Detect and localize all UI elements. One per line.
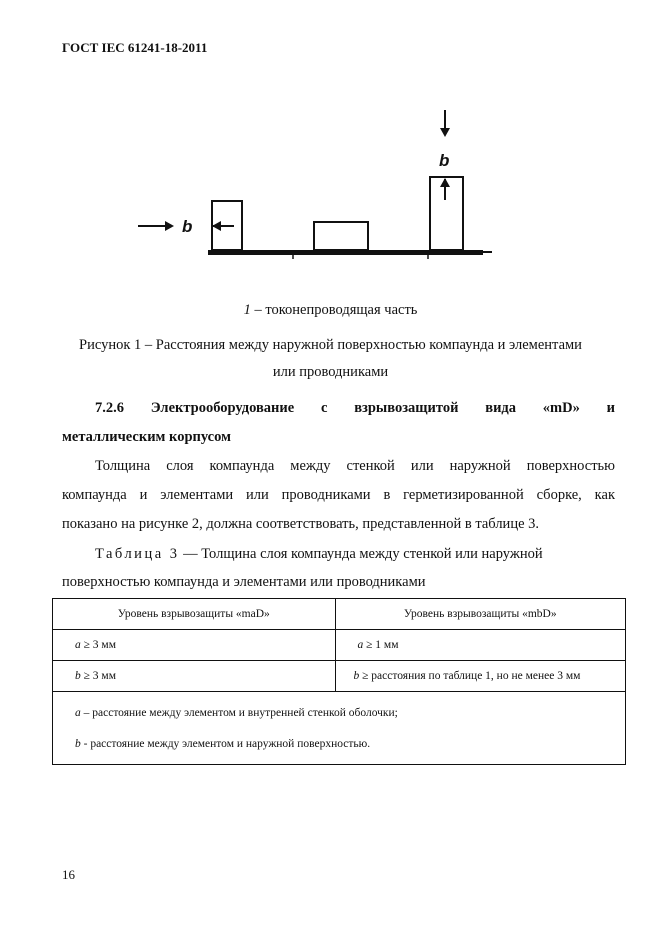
cell-value: ≥ 3 мм xyxy=(80,670,116,682)
var-a: a xyxy=(75,639,81,651)
table-notes-row xyxy=(53,692,626,765)
table-row xyxy=(53,630,626,661)
section-heading-line2: металлическим корпусом xyxy=(62,429,231,445)
dim-label-right: b xyxy=(439,151,450,170)
var-b: b xyxy=(75,738,81,750)
paragraph-line2: компаунда и элементами или проводниками в герметизированной сборке, как xyxy=(62,487,615,503)
right-arrow-bottom-head xyxy=(440,178,450,187)
left-arrow-inner-head xyxy=(212,221,221,231)
legend-number: 1 xyxy=(243,302,251,318)
section-7-2-6 xyxy=(62,394,615,452)
table-cell xyxy=(335,630,626,661)
note-line xyxy=(75,698,625,729)
table-title-line2: поверхностью компаунда и элементами или проводниками xyxy=(62,574,426,590)
table-cell xyxy=(53,661,336,692)
note-text: - расстояние между элементом и наружной поверхностью. xyxy=(80,738,371,750)
left-arrow-outer-head xyxy=(165,221,174,231)
cell-value: ≥ 1 мм xyxy=(363,639,399,651)
note-line xyxy=(75,729,625,760)
table-cell xyxy=(335,661,626,692)
figure-caption-line1: Рисунок 1 – Расстояния между наружной поверхностью компаунда и элементами xyxy=(79,337,582,353)
table-row xyxy=(53,661,626,692)
table-header-cell: Уровень взрывозащиты «mbD» xyxy=(335,599,626,630)
dim-label-left: b xyxy=(182,217,193,236)
var-b: b xyxy=(75,670,81,682)
right-component xyxy=(430,177,463,250)
table-title xyxy=(62,540,615,596)
var-a: a xyxy=(357,639,364,651)
right-arrow-top-head xyxy=(440,128,450,137)
table-cell xyxy=(53,630,336,661)
page-number: 16 xyxy=(62,867,75,882)
table-header-row xyxy=(53,599,626,630)
table-title-text: — Толщина слоя компаунда между стенкой или наружной xyxy=(179,546,543,562)
section-paragraph xyxy=(62,452,615,539)
cell-value: ≥ 3 мм xyxy=(80,639,116,651)
var-a: a xyxy=(75,707,81,719)
figure-caption-line2: или проводниками xyxy=(272,364,389,380)
middle-component xyxy=(314,222,368,250)
section-heading-line1: 7.2.6 Электрооборудование с взрывозащитой вида «mD» и xyxy=(95,400,615,416)
table-title-line1 xyxy=(62,540,615,568)
paragraph-line3: показано на рисунке 2, должна соответствовать, представленной в таблице 3. xyxy=(62,516,540,532)
figure-diagram xyxy=(130,100,530,275)
paragraph-line1: Толщина слоя компаунда между стенкой или наружной поверхностью xyxy=(95,458,615,474)
note-text: – расстояние между элементом и внутренней стенкой оболочки; xyxy=(80,707,398,719)
figure-legend xyxy=(0,302,661,319)
cell-value: ≥ расстояния по таблице 1, но не менее 3 мм xyxy=(359,670,581,682)
document-code: ГОСТ IEC 61241-18-2011 xyxy=(62,40,208,55)
table-label: Таблица 3 xyxy=(95,546,180,562)
table-header-cell: Уровень взрывозащиты «maD» xyxy=(53,599,336,630)
var-b: b xyxy=(353,670,360,682)
table-3 xyxy=(52,598,626,765)
table-notes-cell xyxy=(53,692,626,765)
legend-text: – токонепроводящая часть xyxy=(250,302,418,318)
